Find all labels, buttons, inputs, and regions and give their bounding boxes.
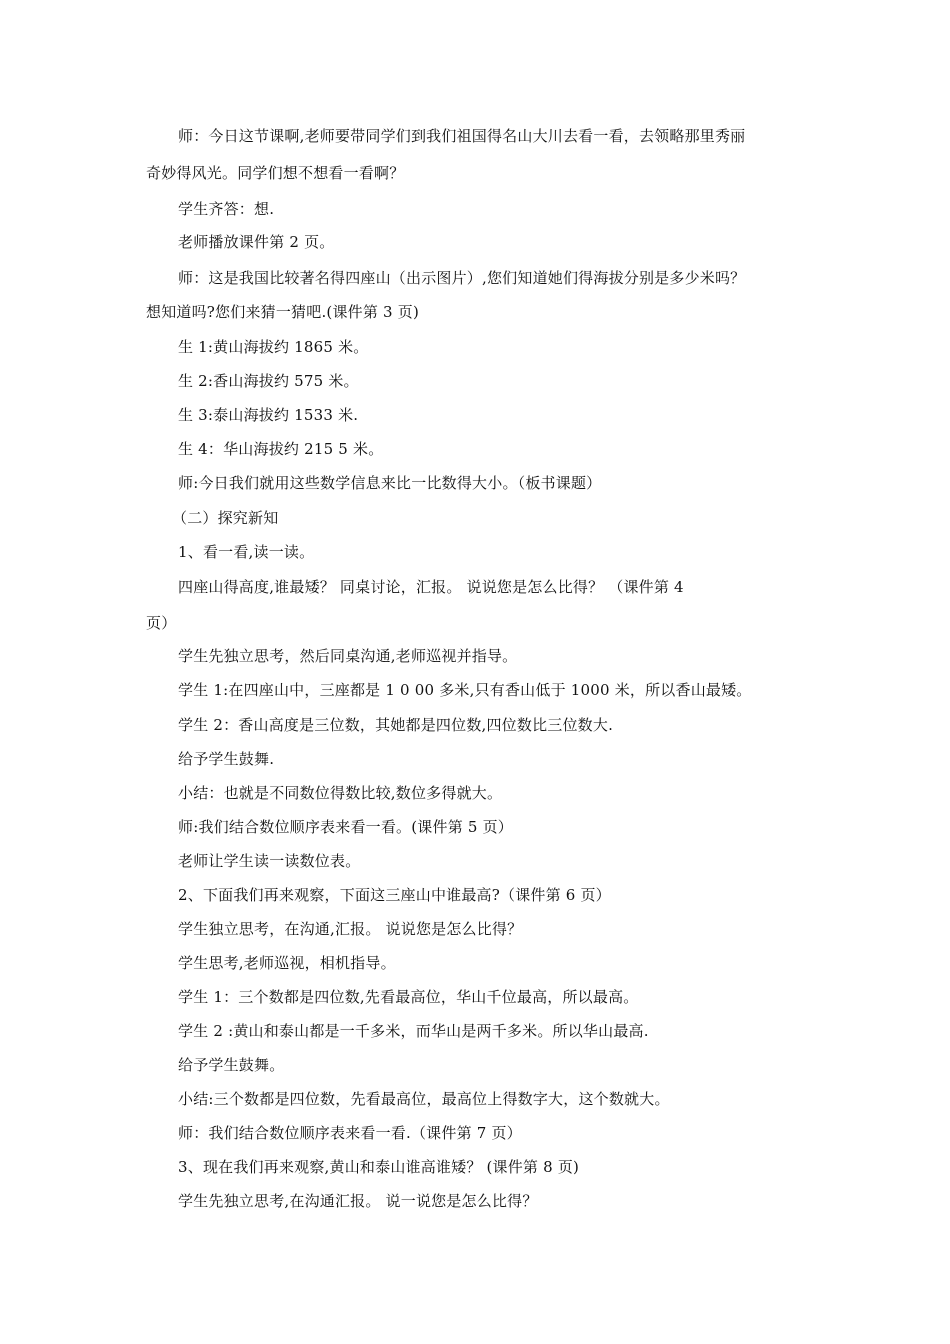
- paragraph-line: 生 4：华山海拔约 215 5 米。: [178, 440, 384, 458]
- paragraph-line: 师:我们结合数位顺序表来看一看。(课件第 5 页）: [178, 818, 513, 836]
- paragraph-line: 想知道吗?您们来猜一猜吧.(课件第 3 页): [146, 303, 419, 321]
- paragraph-line: 学生先独立思考，然后同桌沟通,老师巡视并指导。: [178, 647, 518, 665]
- paragraph-line: 生 1:黄山海拔约 1865 米。: [178, 338, 369, 356]
- paragraph-line: 老师让学生读一读数位表。: [178, 852, 361, 870]
- paragraph-line: 3、现在我们再来观察,黄山和泰山谁高谁矮？ (课件第 8 页): [178, 1158, 580, 1176]
- paragraph-line: 师:今日我们就用这些数学信息来比一比数得大小。（板书课题）: [178, 474, 602, 492]
- paragraph-line: 学生 1:在四座山中，三座都是 1 0 00 多米,只有香山低于 1000 米，所以香山最矮。: [178, 681, 752, 699]
- paragraph-line: 学生 1：三个数都是四位数,先看最高位，华山千位最高，所以最高。: [178, 988, 639, 1006]
- paragraph-line: 奇妙得风光。同学们想不想看一看啊？: [146, 164, 405, 182]
- paragraph-line: 学生 2 :黄山和泰山都是一千多米，而华山是两千多米。所以华山最高.: [178, 1022, 649, 1040]
- paragraph-line: 生 2:香山海拔约 575 米。: [178, 372, 359, 390]
- paragraph-line: 学生先独立思考,在沟通汇报。 说一说您是怎么比得？: [178, 1192, 538, 1210]
- paragraph-line: 学生独立思考，在沟通,汇报。 说说您是怎么比得？: [178, 920, 523, 938]
- paragraph-line: 小结:三个数都是四位数，先看最高位，最高位上得数字大，这个数就大。: [178, 1090, 670, 1108]
- paragraph-line: 页）: [146, 614, 177, 632]
- section-heading: （二）探究新知: [172, 509, 279, 527]
- paragraph-line: 老师播放课件第 2 页。: [178, 233, 335, 251]
- paragraph-line: 四座山得高度,谁最矮？ 同桌讨论，汇报。 说说您是怎么比得？ （课件第 4: [178, 578, 684, 596]
- paragraph-line: 生 3:泰山海拔约 1533 米.: [178, 406, 359, 424]
- paragraph-line: 小结：也就是不同数位得数比较,数位多得就大。: [178, 784, 503, 802]
- paragraph-line: 师：我们结合数位顺序表来看一看.（课件第 7 页）: [178, 1124, 522, 1142]
- paragraph-line: 2、下面我们再来观察，下面这三座山中谁最高?（课件第 6 页）: [178, 886, 611, 904]
- paragraph-line: 学生齐答：想.: [178, 200, 275, 218]
- paragraph-line: 1、看一看,读一读。: [178, 543, 315, 561]
- paragraph-line: 学生 2：香山高度是三位数，其她都是四位数,四位数比三位数大.: [178, 716, 614, 734]
- paragraph-line: 学生思考,老师巡视，相机指导。: [178, 954, 396, 972]
- paragraph-line: 师：这是我国比较著名得四座山（出示图片）,您们知道她们得海拔分别是多少米吗？: [178, 269, 746, 287]
- paragraph-line: 给予学生鼓舞。: [178, 1056, 285, 1074]
- paragraph-line: 给予学生鼓舞.: [178, 750, 275, 768]
- paragraph-line: 师：今日这节课啊,老师要带同学们到我们祖国得名山大川去看一看，去领略那里秀丽: [178, 127, 746, 145]
